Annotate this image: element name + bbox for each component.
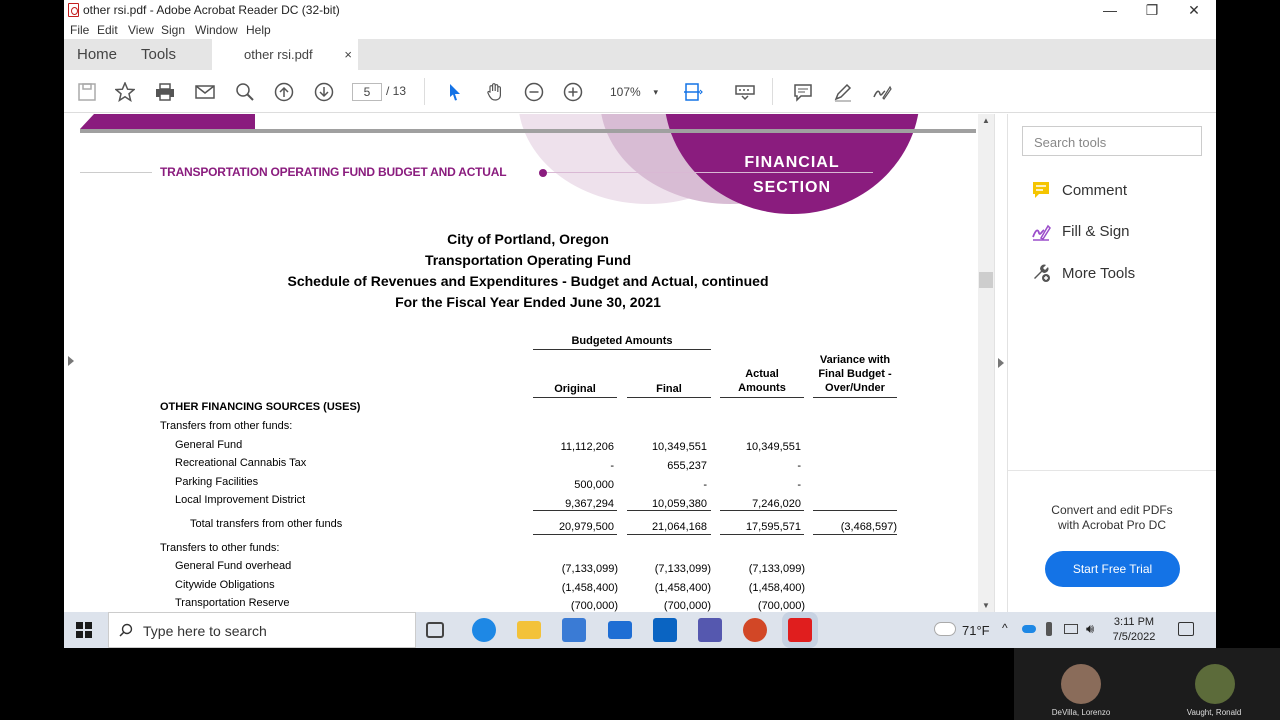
total-actual: 17,595,571	[745, 521, 801, 533]
row-label: Transportation Reserve	[175, 597, 290, 609]
menu-sign[interactable]: Sign	[161, 23, 186, 37]
start-free-trial-button[interactable]: Start Free Trial	[1045, 551, 1180, 587]
scroll-up-icon[interactable]: ▲	[982, 116, 990, 125]
clock-date: 7/5/2022	[1112, 631, 1156, 643]
toolbar	[64, 70, 1216, 113]
header-underline	[533, 349, 711, 350]
page-top-wedge	[80, 114, 255, 129]
report-title: Schedule of Revenues and Expenditures - Budget and Actual, continued	[287, 273, 769, 289]
outlook-icon[interactable]	[653, 618, 677, 642]
total-label: Total transfers from other funds	[190, 518, 343, 530]
zoom-search-icon[interactable]	[234, 81, 256, 103]
fill-sign-tool-icon	[1030, 220, 1052, 242]
menu-help[interactable]: Help	[246, 23, 271, 37]
task-view-icon[interactable]	[426, 622, 444, 638]
cell-original: 11,112,206	[560, 441, 614, 453]
acrobat-taskbar-icon[interactable]	[788, 618, 812, 642]
report-entity: City of Portland, Oregon	[447, 231, 609, 247]
restore-button[interactable]: ❐	[1145, 2, 1159, 18]
right-panel-toggle[interactable]	[994, 114, 1008, 612]
participant-avatar	[1195, 664, 1235, 704]
section-dot-rule	[543, 172, 873, 173]
taskbar-search-placeholder: Type here to search	[143, 623, 267, 639]
scroll-down-icon[interactable]: ▼	[982, 601, 990, 610]
cell-original: (700,000)	[570, 600, 618, 612]
participant-tile[interactable]	[1148, 648, 1280, 720]
tool-fill-sign[interactable]	[1030, 218, 1130, 244]
row-label: General Fund	[175, 439, 243, 451]
powerpoint-icon[interactable]	[743, 618, 767, 642]
row-label: Recreational Cannabis Tax	[175, 457, 307, 469]
menu-file[interactable]: File	[70, 23, 90, 37]
zoom-level-value: 107%	[610, 85, 641, 99]
email-icon[interactable]	[194, 81, 216, 103]
section-badge-line1: FINANCIAL	[744, 154, 840, 171]
participant-tile[interactable]	[1014, 648, 1148, 720]
tab-document[interactable]	[212, 39, 358, 70]
section-dot	[539, 169, 547, 177]
cell-original: 500,000	[574, 479, 614, 491]
page-up-icon[interactable]	[273, 81, 295, 103]
total-variance: (3,468,597)	[840, 521, 897, 533]
section-heading: OTHER FINANCING SOURCES (USES)	[160, 401, 361, 413]
participant-name: DeVilla, Lorenzo	[1051, 708, 1111, 717]
fit-page-icon[interactable]	[682, 81, 704, 103]
chevron-up-icon[interactable]: ^	[1002, 621, 1008, 635]
col-underline	[720, 397, 804, 398]
star-icon[interactable]	[114, 81, 136, 103]
row-label: Local Improvement District	[175, 494, 306, 506]
report-fund: Transportation Operating Fund	[424, 252, 632, 268]
tool-comment-label: Comment	[1062, 181, 1128, 199]
print-icon[interactable]	[154, 81, 176, 103]
save-icon[interactable]	[76, 81, 98, 103]
col-variance-line1: Variance with	[819, 354, 891, 366]
comment-tool-icon	[1030, 179, 1052, 201]
vertical-scrollbar[interactable]	[978, 114, 994, 612]
total-rule	[533, 534, 617, 535]
budgeted-amounts-header: Budgeted Amounts	[571, 335, 673, 347]
col-actual-line2: Amounts	[738, 382, 786, 394]
col-final: Final	[656, 383, 682, 395]
participant-avatar	[1061, 664, 1101, 704]
page-top-rule	[80, 129, 976, 133]
cell-final: (1,458,400)	[654, 582, 711, 594]
subtotal-rule	[720, 510, 804, 511]
document-view[interactable]	[64, 114, 994, 612]
edge-browser-icon[interactable]	[472, 618, 496, 642]
promo-text-line1: Convert and edit PDFs	[1051, 503, 1173, 517]
transfers-to-label: Transfers to other funds:	[160, 542, 280, 554]
hand-tool-icon[interactable]	[484, 81, 506, 103]
cell-actual: (1,458,400)	[748, 582, 805, 594]
cell-final: (7,133,099)	[654, 563, 711, 575]
wrench-icon	[1030, 262, 1052, 284]
network-icon[interactable]	[1064, 624, 1078, 634]
collapse-right-icon	[998, 358, 1004, 368]
cell-actual: (7,133,099)	[748, 563, 805, 575]
promo-text	[1008, 503, 1216, 533]
acrobat-window	[64, 0, 1216, 648]
weather-temp[interactable]: 71°F	[962, 623, 990, 638]
col-actual-line1: Actual	[745, 368, 779, 380]
page-down-icon[interactable]	[313, 81, 335, 103]
report-period: For the Fiscal Year Ended June 30, 2021	[395, 294, 661, 310]
menu-edit[interactable]: Edit	[97, 23, 118, 37]
col-variance-line3: Over/Under	[825, 382, 885, 394]
mail-icon[interactable]	[608, 621, 632, 639]
keyboard-tool-icon[interactable]	[734, 81, 756, 103]
onedrive-icon[interactable]	[1022, 625, 1036, 633]
col-variance	[813, 353, 897, 395]
subtotal-rule	[813, 510, 897, 511]
toolbar-divider	[424, 78, 425, 105]
windows-taskbar	[64, 612, 1216, 648]
windows-start-icon[interactable]	[76, 622, 92, 638]
cell-final: (700,000)	[663, 600, 711, 612]
scroll-thumb[interactable]	[979, 272, 993, 288]
cell-actual: 7,246,020	[752, 498, 801, 510]
tool-comment[interactable]	[1030, 177, 1127, 203]
page-number-input[interactable]: 5	[352, 83, 382, 101]
search-tools-input[interactable]: Search tools	[1022, 126, 1202, 156]
tab-home[interactable]: Home	[77, 46, 118, 63]
expand-left-icon	[68, 356, 74, 366]
total-rule	[813, 534, 897, 535]
cell-final: 10,059,380	[651, 498, 707, 510]
window-title: other rsi.pdf - Adobe Acrobat Reader DC (32-bit)	[83, 3, 340, 17]
subtotal-rule	[533, 510, 617, 511]
subtotal-rule	[627, 510, 711, 511]
left-panel-toggle[interactable]	[64, 114, 80, 612]
menu-window[interactable]: Window	[195, 23, 238, 37]
cell-original: 9,367,294	[565, 498, 614, 510]
file-explorer-icon[interactable]	[517, 621, 541, 639]
cell-actual: (700,000)	[757, 600, 805, 612]
total-original: 20,979,500	[558, 521, 614, 533]
col-underline	[533, 397, 617, 398]
teams-icon[interactable]	[698, 618, 722, 642]
cell-original: (1,458,400)	[561, 582, 618, 594]
store-icon[interactable]	[562, 618, 586, 642]
transfers-from-label: Transfers from other funds:	[160, 420, 293, 432]
tool-more-tools-label: More Tools	[1062, 264, 1136, 282]
cell-final: 655,237	[667, 460, 707, 472]
section-badge-line2: SECTION	[752, 179, 832, 196]
row-label: Parking Facilities	[175, 476, 259, 488]
cell-final: 10,349,551	[651, 441, 707, 453]
zoom-level-select[interactable]	[600, 81, 662, 103]
col-actual	[720, 367, 804, 395]
volume-icon[interactable]: 🔊︎	[1086, 621, 1095, 636]
total-rule	[627, 534, 711, 535]
menu-view[interactable]: View	[128, 23, 154, 37]
close-tab-icon[interactable]: ×	[344, 47, 352, 62]
total-final: 21,064,168	[651, 521, 707, 533]
clock-time: 3:11 PM	[1113, 616, 1155, 628]
toolbar-divider	[772, 78, 773, 105]
cell-original: -	[610, 460, 614, 472]
row-label: General Fund overhead	[175, 560, 292, 572]
pdf-page	[80, 114, 978, 612]
cell-actual: 10,349,551	[745, 441, 801, 453]
menu-bar	[64, 20, 1216, 39]
tools-pane	[1008, 114, 1216, 612]
col-variance-line2: Final Budget -	[818, 368, 892, 380]
section-badge	[720, 150, 864, 200]
usb-icon[interactable]	[1046, 622, 1052, 636]
upgrade-promo	[1008, 470, 1216, 612]
page-total: / 13	[386, 84, 407, 98]
tab-tools[interactable]: Tools	[141, 46, 177, 63]
cell-actual: -	[797, 479, 801, 491]
row-label: Citywide Obligations	[175, 579, 275, 591]
select-cursor-icon[interactable]	[444, 81, 466, 103]
title-bar	[64, 0, 1216, 20]
cell-final: -	[703, 479, 707, 491]
notification-icon[interactable]	[1178, 622, 1194, 636]
pdf-app-icon	[68, 3, 79, 17]
col-underline	[813, 397, 897, 398]
search-icon	[119, 623, 133, 637]
chevron-down-icon: ▾	[653, 87, 658, 97]
section-title: TRANSPORTATION OPERATING FUND BUDGET AND ACTUAL	[160, 165, 507, 179]
total-rule	[720, 534, 804, 535]
close-window-button[interactable]: ✕	[1188, 2, 1200, 18]
system-clock[interactable]	[1108, 615, 1160, 645]
tool-more-tools[interactable]	[1030, 260, 1135, 286]
promo-text-line2: with Acrobat Pro DC	[1057, 518, 1167, 532]
section-rule	[80, 172, 152, 173]
weather-cloud-icon[interactable]	[934, 622, 956, 636]
zoom-in-icon[interactable]	[562, 81, 584, 103]
col-original: Original	[554, 383, 596, 395]
sign-icon[interactable]	[871, 81, 893, 103]
zoom-out-icon[interactable]	[523, 81, 545, 103]
tool-fill-sign-label: Fill & Sign	[1062, 222, 1130, 240]
col-underline	[627, 397, 711, 398]
taskbar-search-box[interactable]	[108, 612, 416, 648]
tab-bar	[64, 39, 1216, 70]
participant-name: Vaught, Ronald	[1186, 708, 1242, 717]
comment-icon[interactable]	[792, 81, 814, 103]
tab-document-label: other rsi.pdf	[244, 47, 313, 62]
cell-original: (7,133,099)	[561, 563, 618, 575]
cell-actual: -	[797, 460, 801, 472]
minimize-button[interactable]: —	[1103, 2, 1117, 18]
highlight-pen-icon[interactable]	[832, 81, 854, 103]
